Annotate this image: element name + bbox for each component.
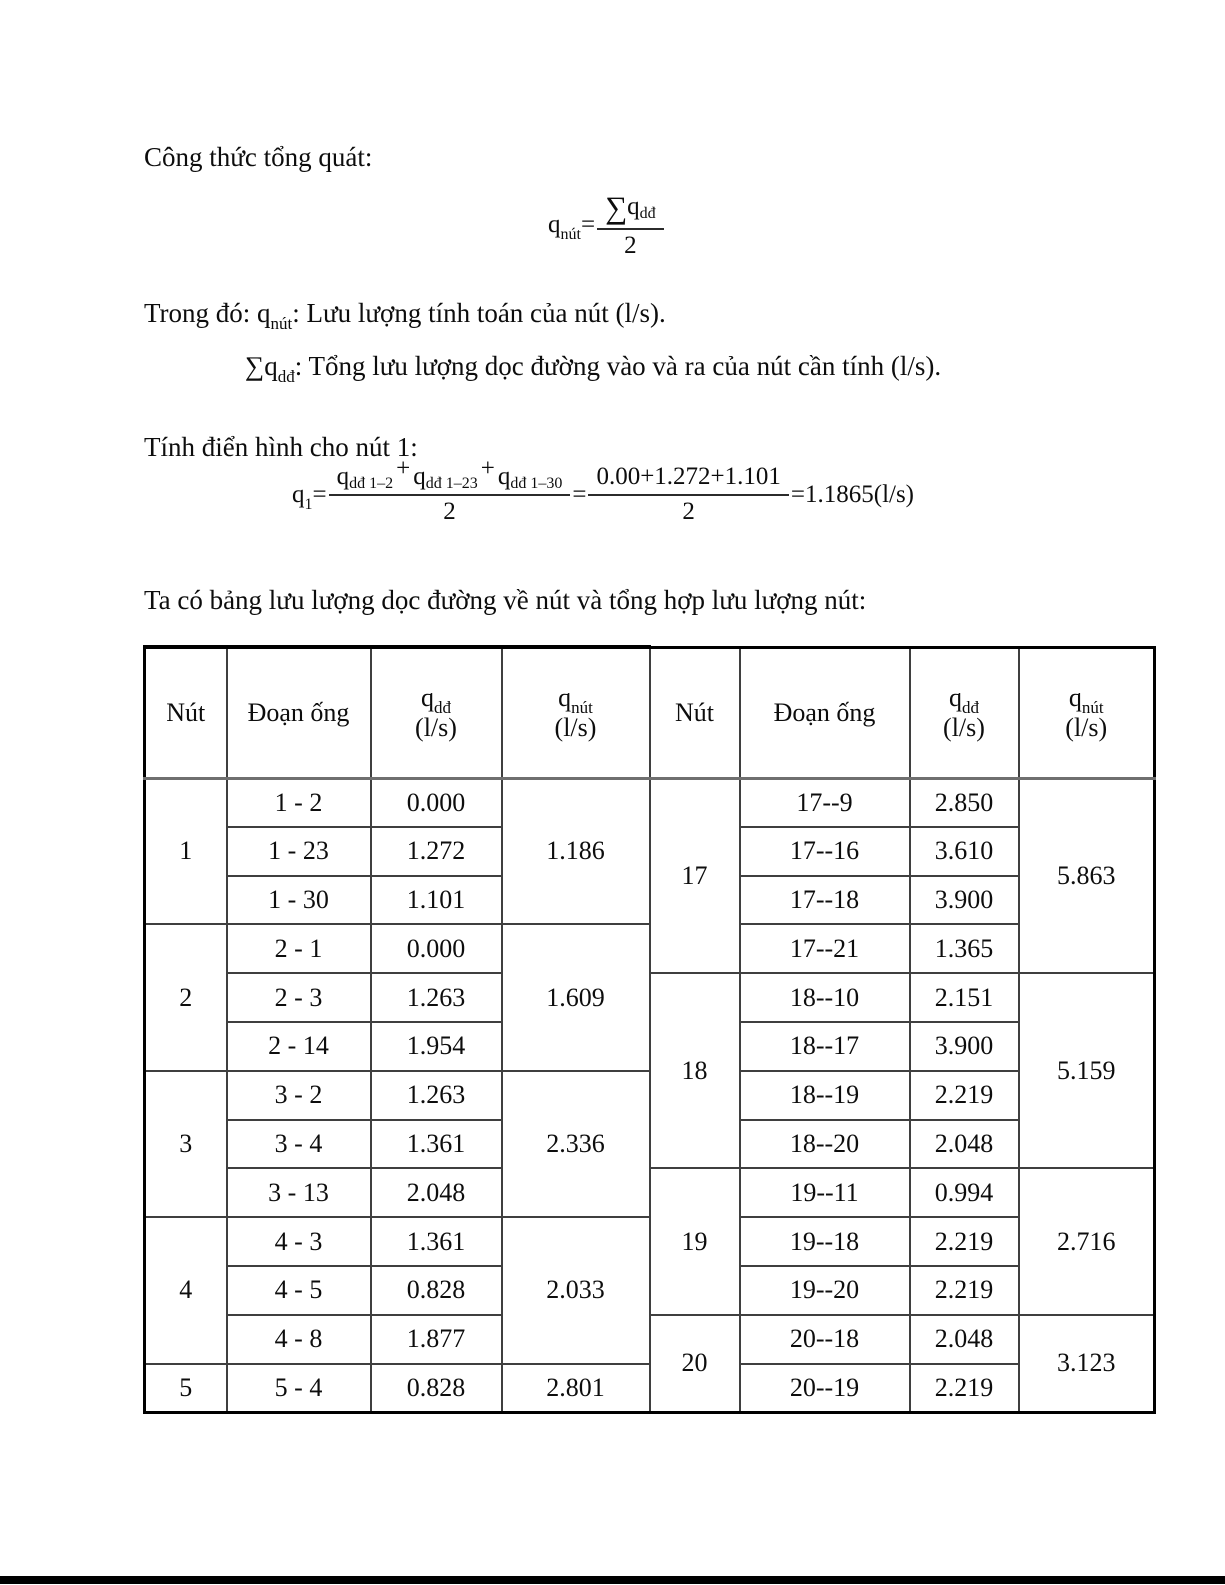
pipe-segment-cell: 1 - 2 [227, 778, 371, 827]
qdd-value-cell: 2.151 [910, 973, 1019, 1022]
table-header-row [145, 647, 1155, 778]
qdd-value-cell: 2.219 [910, 1266, 1019, 1315]
pipe-segment-cell: 20--19 [740, 1364, 910, 1413]
qdd-value-cell: 2.048 [910, 1315, 1019, 1364]
note-sigma-qdd-definition: $\sum q_{dđ}$: Tổng lưu lượng dọc đường vào và ra của nút cần tính (l/s). [245, 351, 942, 386]
pipe-segment-cell: 5 - 4 [227, 1364, 371, 1413]
node-cell: 2 [145, 924, 227, 1070]
qdd-value-cell: 1.361 [371, 1217, 502, 1266]
col-header-doan-ong-right: Đoạn ống [740, 647, 910, 778]
node-cell: 19 [650, 1168, 740, 1314]
flow-table [143, 645, 1156, 1414]
heading-example-node1: Tính điển hình cho nút 1: [144, 432, 418, 462]
col-header-qnut-left: $q_{nút}$ (l/s) [502, 647, 650, 778]
qdd-value-cell: 3.610 [910, 827, 1019, 876]
qdd-value-cell: 0.000 [371, 778, 502, 827]
qdd-value-cell: 2.219 [910, 1364, 1019, 1413]
pipe-segment-cell: 3 - 2 [227, 1071, 371, 1120]
qdd-value-cell: 1.272 [371, 827, 502, 876]
heading-general-formula: Công thức tổng quát: [144, 142, 373, 172]
pipe-segment-cell: 2 - 3 [227, 973, 371, 1022]
pipe-segment-cell: 18--10 [740, 973, 910, 1022]
pipe-segment-cell: 17--16 [740, 827, 910, 876]
page-bottom-border [0, 1576, 1225, 1584]
col-header-qnut-right: $q_{nút}$ (l/s) [1019, 647, 1155, 778]
col-header-qdd-left: $q_{dđ}$ (l/s) [371, 647, 502, 778]
table-row [145, 973, 1155, 1022]
col-header-nut-left: Nút [145, 647, 227, 778]
qnut-value-cell: 3.123 [1019, 1315, 1155, 1413]
qnut-value-cell: 2.033 [502, 1217, 650, 1363]
sigma-symbol: ∑ [605, 190, 628, 225]
pipe-segment-cell: 19--18 [740, 1217, 910, 1266]
qdd-value-cell: 1.263 [371, 1071, 502, 1120]
qdd-value-cell: 3.900 [910, 1022, 1019, 1071]
qdd-value-cell: 0.000 [371, 924, 502, 973]
qdd-value-cell: 2.850 [910, 778, 1019, 827]
qdd-value-cell: 2.219 [910, 1217, 1019, 1266]
table-row [145, 1168, 1155, 1217]
node-cell: 18 [650, 973, 740, 1168]
pipe-segment-cell: 3 - 4 [227, 1120, 371, 1169]
qnut-value-cell: 1.186 [502, 778, 650, 924]
pipe-segment-cell: 4 - 3 [227, 1217, 371, 1266]
qdd-value-cell: 2.048 [371, 1168, 502, 1217]
qdd-value-cell: 0.994 [910, 1168, 1019, 1217]
node-cell: 5 [145, 1364, 227, 1413]
formula-node1: $q_1=$ q dđ 1–2 + q dđ 1–23 + q dđ 1–30 2 = $\frac{0.00+1.272+1.101}{2}$ =1.1865(l/s) [292, 455, 915, 525]
col-header-nut-right: Nút [650, 647, 740, 778]
col-header-doan-ong-left: Đoạn ống [227, 647, 371, 778]
pipe-segment-cell: 19--11 [740, 1168, 910, 1217]
node-cell: 1 [145, 778, 227, 924]
qdd-value-cell: 1.361 [371, 1120, 502, 1169]
qdd-value-cell: 1.365 [910, 924, 1019, 973]
table-row [145, 1315, 1155, 1364]
qdd-value-cell: 1.954 [371, 1022, 502, 1071]
qdd-value-cell: 1.101 [371, 876, 502, 925]
pipe-segment-cell: 2 - 14 [227, 1022, 371, 1071]
node-cell: 20 [650, 1315, 740, 1413]
pipe-segment-cell: 17--21 [740, 924, 910, 973]
formula-lhs: $q_1=$ [292, 480, 327, 513]
qnut-value-cell: 2.801 [502, 1364, 650, 1413]
pipe-segment-cell: 19--20 [740, 1266, 910, 1315]
qdd-value-cell: 1.263 [371, 973, 502, 1022]
pipe-segment-cell: 4 - 5 [227, 1266, 371, 1315]
qnut-value-cell: 5.159 [1019, 973, 1155, 1168]
pipe-segment-cell: 18--20 [740, 1120, 910, 1169]
qdd-value-cell: 0.828 [371, 1266, 502, 1315]
pipe-segment-cell: 1 - 23 [227, 827, 371, 876]
node-cell: 4 [145, 1217, 227, 1363]
node-cell: 17 [650, 778, 740, 973]
pipe-segment-cell: 4 - 8 [227, 1315, 371, 1364]
qnut-value-cell: 1.609 [502, 924, 650, 1070]
pipe-segment-cell: 18--19 [740, 1071, 910, 1120]
qnut-value-cell: 2.716 [1019, 1168, 1155, 1314]
heading-table-intro: Ta có bảng lưu lượng dọc đường về nút và tổng hợp lưu lượng nút: [144, 585, 867, 615]
fraction: ∑ q dđ 2 [597, 189, 664, 260]
qdd-value-cell: 0.828 [371, 1364, 502, 1413]
pipe-segment-cell: 2 - 1 [227, 924, 371, 973]
formula-result: =1.1865(l/s) [790, 480, 915, 508]
qdd-value-cell: 2.048 [910, 1120, 1019, 1169]
formula-qnut-general [548, 189, 666, 260]
formula-lhs: $q_{nút}=$ [548, 210, 596, 243]
pipe-segment-cell: 20--18 [740, 1315, 910, 1364]
pipe-segment-cell: 18--17 [740, 1022, 910, 1071]
pipe-segment-cell: 3 - 13 [227, 1168, 371, 1217]
table-row [145, 778, 1155, 827]
qdd-value-cell: 2.219 [910, 1071, 1019, 1120]
qnut-value-cell: 2.336 [502, 1071, 650, 1217]
pipe-segment-cell: 1 - 30 [227, 876, 371, 925]
note-q-nut-definition: Trong đó: $q_{nút}$: Lưu lượng tính toán của nút (l/s). [144, 298, 666, 333]
col-header-qdd-right: $q_{dđ}$ (l/s) [910, 647, 1019, 778]
fraction-numeric: $\frac{0.00+1.272+1.101}{2}$ [588, 463, 788, 526]
pipe-segment-cell: 17--9 [740, 778, 910, 827]
qdd-value-cell: 1.877 [371, 1315, 502, 1364]
node-cell: 3 [145, 1071, 227, 1217]
pipe-segment-cell: 17--18 [740, 876, 910, 925]
qnut-value-cell: 5.863 [1019, 778, 1155, 973]
fraction-symbolic: q dđ 1–2 + q dđ 1–23 + q dđ 1–30 2 [329, 463, 571, 526]
qdd-value-cell: 3.900 [910, 876, 1019, 925]
